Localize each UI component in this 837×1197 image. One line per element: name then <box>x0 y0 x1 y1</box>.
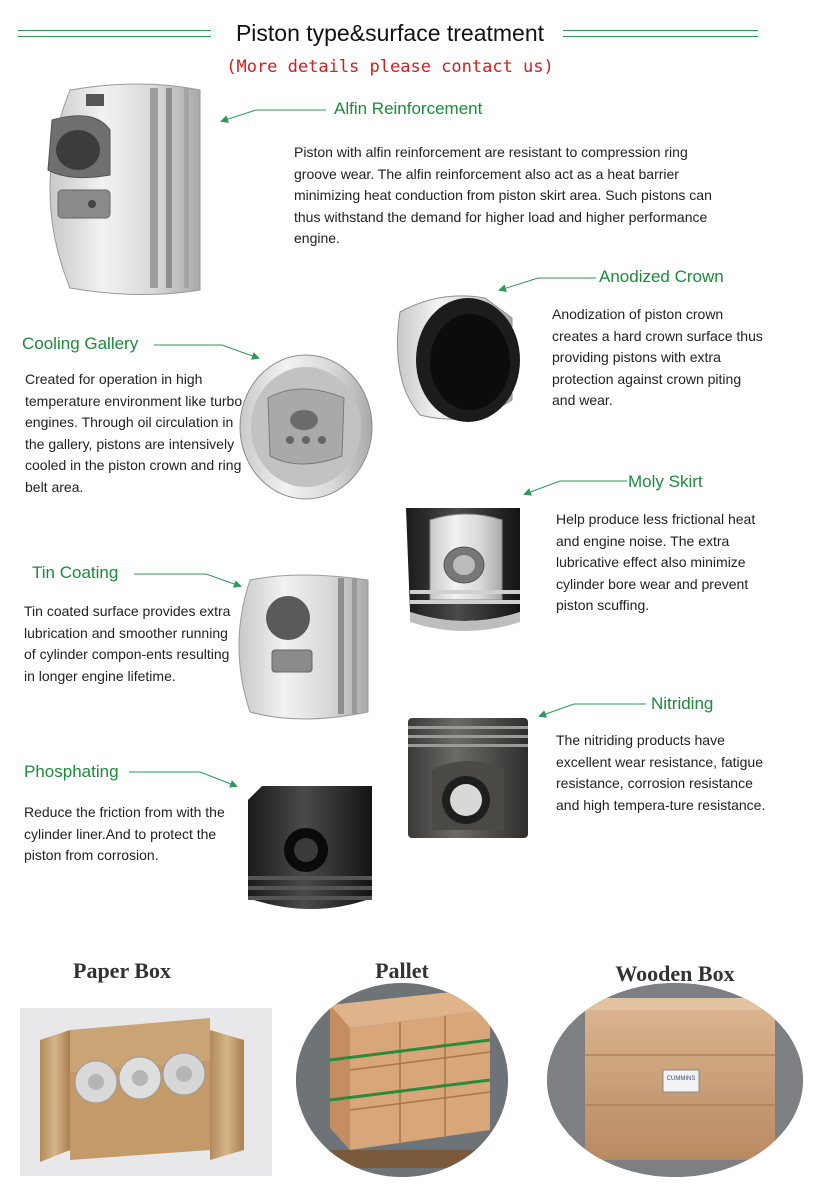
label-nitriding: Nitriding <box>651 694 714 713</box>
desc-anodized-crown: Anodization of piston crown creates a hard crown surface thus providing pistons with extra protection against crown piting and wear. <box>552 306 763 408</box>
label-tin-coating: Tin Coating <box>32 563 119 582</box>
wooden-box-stamp: CUMMINS <box>666 1076 696 1082</box>
anodized-piston-image <box>398 296 521 422</box>
label-moly-skirt: Moly Skirt <box>628 472 703 491</box>
packaging-title-paper-box: Paper Box <box>73 958 171 983</box>
tin-coating-piston-image <box>239 575 368 719</box>
paper-box-image <box>20 1008 272 1176</box>
nitriding-piston-image <box>408 718 528 838</box>
label-cooling-gallery: Cooling Gallery <box>22 334 139 353</box>
desc-alfin-reinforcement: Piston with alfin reinforcement are resistant to compression ring groove wear. The alfin reinforcement also act as a heat barrier minimizing heat conduction from piston skirt area. Such pistons can thus withstand the demand for higher load and higher performance engine. <box>294 144 712 246</box>
desc-cooling-gallery: Created for operation in high temperature environment like turbo engines. Through oil circulation in the gallery, pistons are intensively cooled in the piston crown and ring belt area. <box>25 371 243 495</box>
page-title: Piston type&surface treatment <box>235 20 545 46</box>
label-alfin-reinforcement: Alfin Reinforcement <box>334 99 483 118</box>
desc-phosphating: Reduce the friction from with the cylinder liner.And to protect the piston from corrosion. <box>24 804 225 863</box>
label-phosphating: Phosphating <box>24 762 119 781</box>
desc-tin-coating: Tin coated surface provides extra lubrication and smoother running of cylinder compon-ents resulting in longer engine lifetime. <box>24 603 231 684</box>
pallet-image <box>296 983 508 1177</box>
packaging-title-pallet: Pallet <box>375 958 429 983</box>
label-anodized-crown: Anodized Crown <box>599 267 724 286</box>
alfin-piston-image <box>48 84 200 295</box>
phosphating-piston-image <box>248 786 372 909</box>
page-subtitle: (More details please contact us) <box>226 57 554 77</box>
packaging-title-wooden-box: Wooden Box <box>615 961 735 986</box>
cooling-gallery-piston-image <box>240 355 372 499</box>
moly-skirt-piston-image <box>406 508 520 631</box>
desc-moly-skirt: Help produce less frictional heat and engine noise. The extra lubricative effect also minimize cylinder bore wear and prevent piston scuffing. <box>556 511 756 613</box>
desc-nitriding: The nitriding products have excellent wear resistance, fatigue resistance, corrosion resistance and high tempera-ture resistance. <box>556 732 766 813</box>
